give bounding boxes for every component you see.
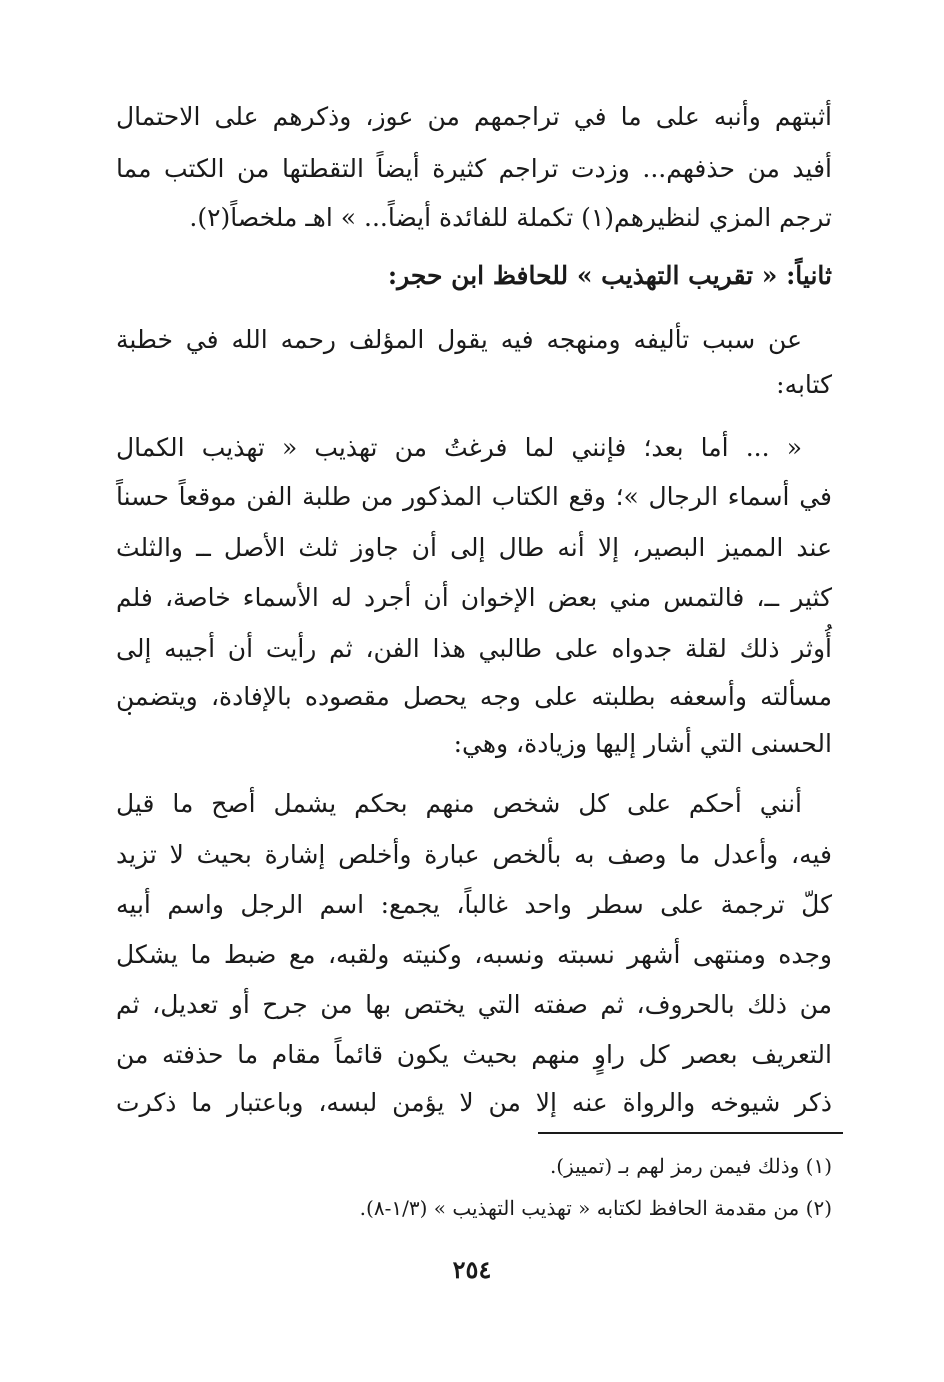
text-line: أثبتهم وأنبه على ما في تراجمهم من عوز، وذكرهم على الاحتمال: [116, 102, 832, 131]
text-line: كلّ ترجمة على سطر واحد غالباً، يجمع: اسم الرجل واسم أبيه: [116, 890, 832, 919]
footnote: (٢) من مقدمة الحافظ لكتابه « تهذيب التهذيب » (١/٣-٨).: [359, 1196, 832, 1220]
text-line: كثير ــ، فالتمس مني بعض الإخوان أن أجرد له الأسماء خاصة، فلم: [116, 583, 832, 612]
text-line: في أسماء الرجال »؛ وقع الكتاب المذكور من طلبة الفن موقعاً حسناً: [116, 482, 832, 511]
text-line: أُوثر ذلك لقلة جدواه على طالبي هذا الفن، ثم رأيت أن أجيبه إلى: [116, 634, 832, 663]
text-line: كتابه:: [776, 370, 832, 399]
text-line: عن سبب تأليفه ومنهجه فيه يقول المؤلف رحمه الله في خطبة: [116, 325, 802, 354]
text-line: عند المميز البصير، إلا أنه طال إلى أن جاوز ثلث الأصل ــ والثلث: [116, 533, 832, 562]
text-line: فيه، وأعدل ما وصف به بألخص عبارة وأخلص إشارة بحيث لا تزيد: [116, 840, 832, 869]
text-line: مسألته وأسعفه بطلبته على وجه يحصل مقصوده بالإفادة، ويتضمن: [116, 682, 832, 711]
text-line: أنني أحكم على كل شخص منهم بحكم يشمل أصح ما قيل: [116, 789, 802, 818]
text-line: ترجم المزي لنظيرهم(١) تكملة للفائدة أيضاً... » اهـ ملخصاً(٢).: [189, 203, 832, 232]
text-line: وجده ومنتهى أشهر نسبته ونسبه، وكنيته ولقبه، مع ضبط ما يشكل: [116, 940, 832, 969]
footnote: (١) وذلك فيمن رمز لهم بـ (تمييز).: [549, 1154, 832, 1178]
text-line: من ذلك بالحروف، ثم صفته التي يختص بها من جرح أو تعديل، ثم: [116, 990, 832, 1019]
ink-dot: [128, 712, 131, 715]
text-line: الحسنى التي أشار إليها وزيادة، وهي:: [453, 729, 832, 758]
text-line: التعريف بعصر كل راوٍ منهم بحيث يكون قائماً مقام ما حذفته من: [116, 1040, 832, 1069]
text-line: أفيد من حذفهم... وزدت تراجم كثيرة أيضاً التقطتها من الكتب مما: [116, 154, 832, 183]
section-heading: ثانياً: « تقريب التهذيب » للحافظ ابن حجر:: [387, 261, 832, 290]
footnote-divider: [538, 1132, 843, 1134]
text-line: ذكر شيوخه والرواة عنه إلا من لا يؤمن لبسه، وباعتبار ما ذكرت: [116, 1088, 832, 1117]
page-number: ٢٥٤: [452, 1255, 492, 1284]
text-line: « ... أما بعد؛ فإنني لما فرغتُ من تهذيب « تهذيب الكمال: [116, 433, 802, 462]
